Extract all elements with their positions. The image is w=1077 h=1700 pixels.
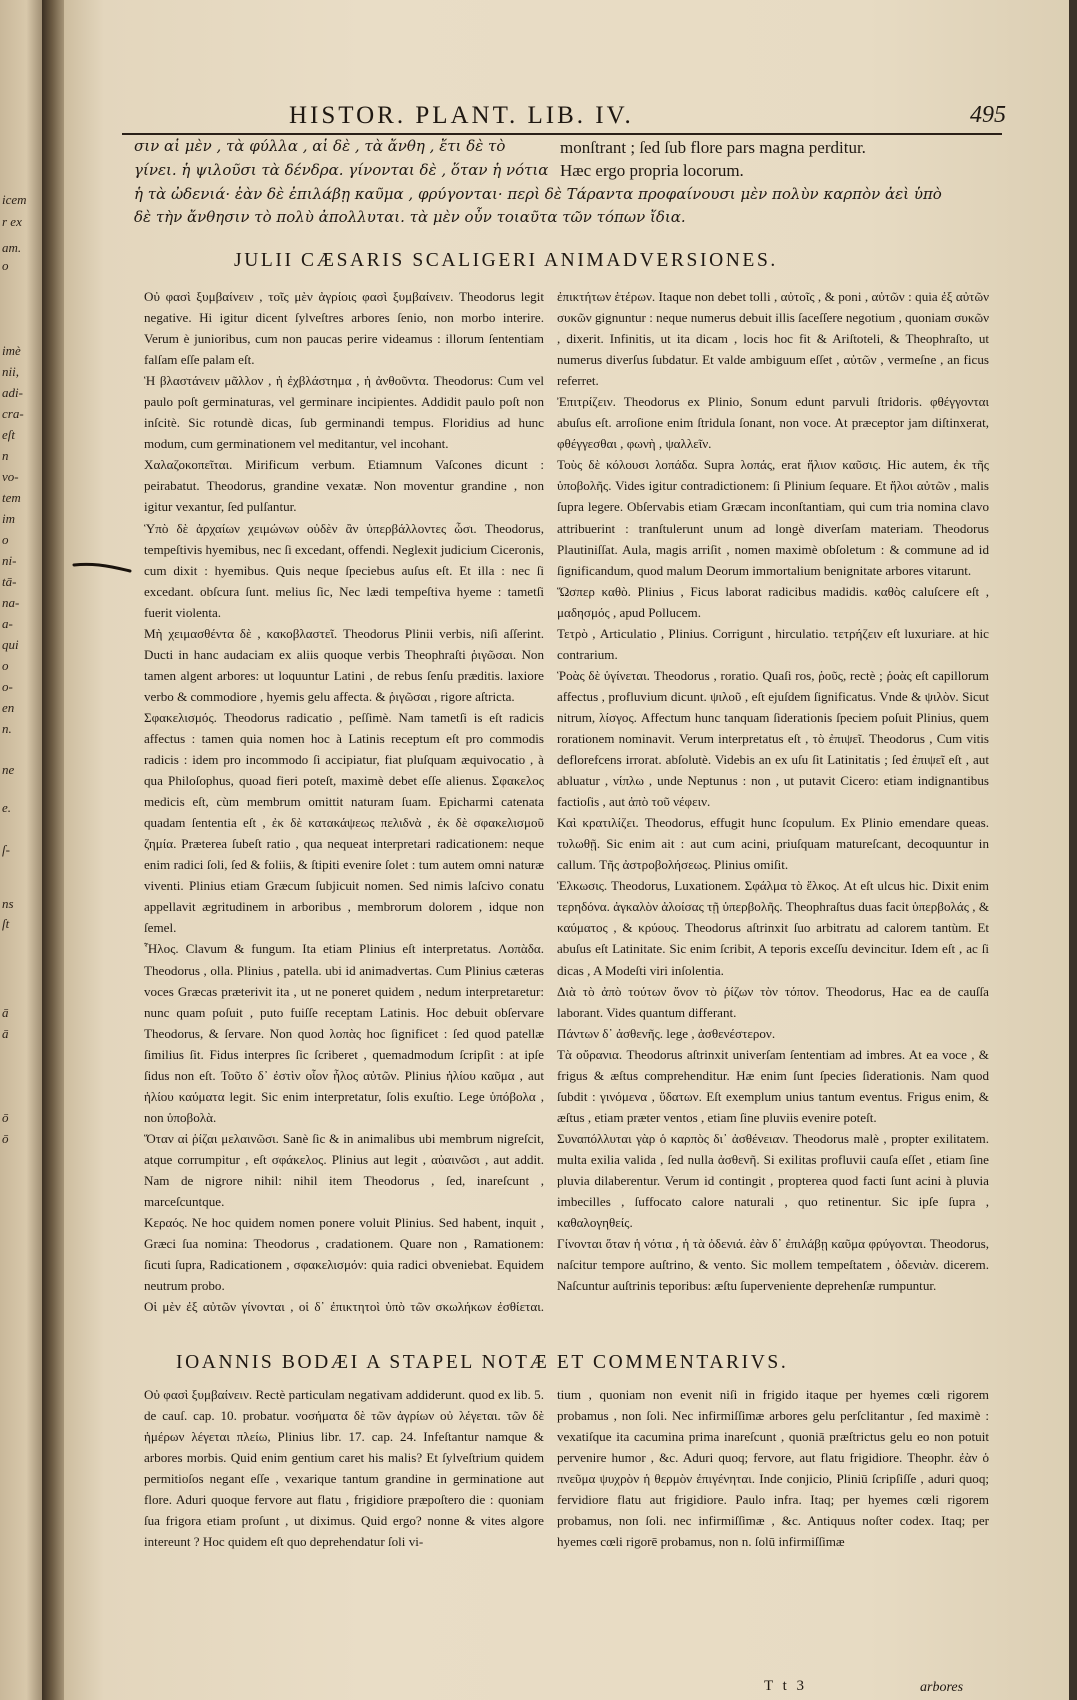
annotation-paragraph: Ἑλκωσις. Theodorus, Luxationem. Σφάλμα τὸ ἕλκος. At eſt ulcus hic. Dixit enim τερηδόνα. ἀγκαλὸν ἀλοίσας τῇ ὑπερβολῆς. Theophraſtus duas facit ὑπερβολάς , & καύματος , & κρύους. Theodorus aſtrinxit ſuo arbitratu ad calorem tantùm. Et abuſus eſt Latinitate. Sic enim ſcribit, A teporis exceſſu devincitur. Idem eſt , ac ſi dicas , A Modeſti viri inſolentia. [557, 878, 989, 978]
annotation-paragraph: Ὥσπερ καθὸ. Plinius , Ficus laborat radicibus madidis. καθὸς caluſcere eſt , μαδησμός , apud Pollucem. [557, 583, 989, 620]
left-page-fragment: icem [2, 192, 27, 207]
commentary-paragraph: Οὐ φασὶ ξυμβαίνειν. Rectè particulam negativam addiderunt. quod ex lib. 5. de cauſ. cap. 10. probatur. νοσήματα δὲ τῶν ἀγρίων οὐ λέγεται. τῶν δὲ ἡμέρων λέγεται πλείω, Plinius libr. 17. cap. 24. Infeſtantur namque & arbores morbis. Quid enim gentium caret his malis? Et ſylveſtrium quidem permitioſos negant eſſe , vexarique tantum grandine in germinatione aut flore. Aduri quoque fervore aut flatu , frigidiore præpoſtero die : quoniam ſua frigora etiam proſunt , ut diximus. Quid ergo? nonne & vites algore intereunt ? Hoc quidem eſt quo deprehendatur ſoli vi- [144, 1387, 544, 1550]
annotation-paragraph: Οὐ φασὶ ξυμβαίνειν , τοῖς μὲν ἀγρίοις φασὶ ξυμβαίνειν. Theodorus legit negative. Hi igitur dicent ſylveſtres arbores ſenio, non morbo interire. Verum è junioribus, cum non paucas perire videamus : illorum ſententiam falſam eſſe palam eſt. [144, 289, 544, 368]
annotation-paragraph: Μὴ χειμασθέντα δὲ , κακοβλαστεῖ. Theodorus Plinii verbis, niſi aſſerint. Ducti in hanc audaciam ex aliis quoque verbis Theophraſti ῥιγῶσαι. Non tamen algent arbores: ut loquuntur Latini , de rebus ſenſu præditis. laxiore verbo & commodiore , hyemis gelu affecta. & ῥιγῶσαι , rigore aſtricta. [144, 625, 544, 704]
left-page-fragment: eſt [2, 427, 15, 442]
left-page-fragment: ō [2, 1110, 9, 1125]
left-page-fragment: imè [2, 343, 21, 358]
bodaeus-left-column [144, 1384, 544, 1674]
left-page-fragment: im [2, 511, 15, 526]
section-heading-bodaeus: IOANNIS BODÆI A STAPEL NOTÆ ET COMMENTARIVS. [176, 1352, 789, 1373]
left-page-fragment: e. [2, 800, 12, 815]
annotation-paragraph: ἐπικτήτων ἑτέρων. Itaque non debet tolli , αὐτοῖς , & poni , αὐτῶν : quia ἐξ αὐτῶν συκῶν gignuntur : neque numerus debuit illis ſaceſſere negotium , quoniam συκῶν , dixerit. Infinitis, ut ita dicam , locis hoc fit & Ariſtoteli, & Theophraſto, ut numerus diverſus ſubdatur. Et valde ambiguum eſſet , αὐτῶν , vermeſne , an ficus referret. [557, 289, 989, 389]
greek-text-line: δὲ τὴν ἄνθησιν τὸ πολὺ ἀπολλυται. τὰ μὲν οὖν τοιαῦτα τῶν τόπων ἴδια. [134, 208, 686, 226]
annotation-paragraph: Διὰ τὸ ἀπὸ τούτων ὄνον τὸ ῥίζων τὸν τόπον. Theodorus, Hac ea de cauſſa laborant. Vides quantum differant. [557, 983, 989, 1020]
left-page-fragment: na- [2, 595, 20, 610]
annotation-paragraph: Συναπόλλυται γὰρ ὁ καρπὸς δι᾽ ἀσθένειαν. Theodorus malè , propter exilitatem. multa exilia valida , ſed nulla ἀσθενῆ. Si exilitas profluvii cauſa eſſet , etiam ſine pluvia dilaberentur. Verum id contingit , propterea quod facti ſunt acini à pluvia imbecilles , ſuffocato calore naturali , quo retinentur. Sic ipſe ſupra , καθαλογηθείς. [557, 1130, 989, 1231]
annotation-paragraph: Γίνονται ὅταν ἡ νότια , ἡ τὰ ὀδενιά. ἐὰν δ᾽ ἐπιλάβῃ καῦμα φρύγονται. Theodorus, naſcitur tempore auſtrino, & vento. Sic mollem tempeſtatem , ὀδενιὰν. dicerem. Naſcuntur auſtrinis teporibus: æſtu ſuperveniente deprehenſæ rumpuntur. [557, 1236, 989, 1294]
left-page-fragment: ns [2, 896, 14, 911]
annotation-paragraph: Σφακελισμός. Theodorus radicatio , peſſimè. Nam tametſi is eſt radicis affectus : tamen quia nomen hoc à Latinis receptum eſt pro commodis radicis : idem pro incommodo ſi accipiatur, fiat pluſquam æquivocatio , à qua Philoſophus, quoad fieri poteſt, maximè debet eſſe alienus. Σφακελος medicis eſt, cùm membrum omittit naturam ſuam. Epicharmi catenata quadam ſententia eſt , ἐκ δὲ κατακάψεως πελιδνὰ , ἐκ δὲ σφακελισμοῦ ζημία. Præterea ſubeſt ratio , qua nequeat interpretari radicationem: neque enim radici ſoli, ſed & foliis, & ſtipiti evenire ſolet : tum autem omni naturæ viventi. Plinius etiam Græcum ſubjicuit nomen. Sed nimis laſcivo conatu appellavit ægritudinem in arboribus , membrorum dolorem , idque non ſemel. [144, 709, 544, 936]
annotation-paragraph: Πάντων δ᾽ ἀσθενῆς. lege , ἀσθενέστερον. [557, 1025, 776, 1041]
left-page-fragment: tā- [2, 574, 17, 589]
bodaeus-right-column [557, 1384, 989, 1674]
left-page-fragment: nii, [2, 364, 19, 379]
signature-mark: T t 3 [764, 1678, 808, 1694]
left-page-fragment: o [2, 532, 9, 547]
header-rule [122, 133, 1002, 135]
ink-stroke-mark [72, 560, 132, 574]
annotation-paragraph: Οἱ μὲν ἐξ αὐτῶν γίνονται , οἱ δ᾽ ἐπικτητοὶ ὑπὸ τῶν σκωλήκων ἐσθίεται. [144, 1299, 544, 1315]
left-page-fragment: qui [2, 637, 19, 652]
left-page-fragment: ā [2, 1026, 9, 1041]
greek-text-line: σιν αἱ μὲν , τὰ φύλλα , αἱ δὲ , τὰ ἄνθη , ἔτι δὲ τὸ [134, 137, 506, 155]
annotation-paragraph: Ἧλος. Clavum & fungum. Ita etiam Plinius eſt interpretatus. Λοπὰδα. Theodorus , olla. Plinius , patella. ubi id animadvertas. Cum Plinius cæteras voces Græcas præterivit ita , ut ne poneret quidem , nedum interpretaretur: nunc quam poſuit , puto fuiſſe receptam Latinis. Hoc debuit obſervare Theodorus, & ſervare. Non quod λοπὰς hoc ſignificet : ſed quod patellæ ſimilius ſit. Fidus interpres ſic ſcriberet , quemadmodum ſcripſit : at ipſe ſidus non eſt. Τοῦτο δ᾽ ἐστὶν οἷον ἧλος αὐτῶν. Plinius ἡλίου καῦμα , aut ἡλίου καύματα legit. Sic enim interpretatur, ſolis exuſtio. Lege ὑπόβολα , non ὑποβολὰ. [144, 941, 544, 1125]
scaliger-left-column [144, 286, 544, 1322]
left-page-fragment: n. [2, 721, 12, 736]
right-page [64, 0, 1069, 1700]
annotation-paragraph: Ῥοὰς δὲ ὑγίνεται. Theodorus , roratio. Quaſi ros, ῥοῦς, rectè ; ῥοὰς eſt capillorum affectus , profluvium dicunt. ψιλοῦ , eſt ejuſdem ſignificatus. Vnde & ψιλὸν. Sicut nitrum, λίσγος. Affectum hunc tanquam ſiderationis ſpeciem poſuit Plinius, quem rorationem nominavit. Verum interpretatus eſt , τὸ ἐπιψεῖ. Theodorus , Cum vitis deflorefcens irrorat. abſolutè. Videbis an ex uſu ſit Latinitatis ; ſed ἐπιψεῖ eſt , aut abluatur , νίπλω , unde Neptunus : non , ut putavit Cicero: etiam indignantibus factioſis , aut ἀπὸ τοῦ νέφειν. [557, 667, 989, 810]
annotation-paragraph: Ὅταν αἱ ῥίζαι μελαινῶσι. Sanè ſic & in animalibus ubi membrum nigreſcit, atque corrumpitur , eſt σφάκελος. Plinius aut legit , αὐαινῶσι , aut addit. Nam de nigrore nihil: nihil item Theodorus , ſed, inareſcunt , marceſcuntque. [144, 1130, 544, 1210]
left-page-fragment: o- [2, 679, 13, 694]
left-page-fragment: ſ- [2, 842, 10, 857]
left-page-fragment: ſt [2, 916, 10, 931]
left-page-fragment: ō [2, 1131, 9, 1146]
left-page-fragment: cra- [2, 406, 24, 421]
left-page-fragment: vo- [2, 469, 19, 484]
commentary-paragraph: tium , quoniam non evenit niſi in frigido itaque per hyemes cœli rigorem probamus , non ſoli. Nec infirmiſſimæ arbores gelu perſclitantur , ſed maximè : vexatiſque ita cacumina prima inareſcunt , quoniā præſtrictus gelu eo non potuit pervenire humor , &c. Aduri quoq; fervore, aut flatu frigidiore. Theophr. ἐὰν ὁ πνεῦμα ψυχρὸν ἡ θερμὸν ἐπιγένηται. Inde conjicio, Pliniū ſcripſiſſe , aduri quoq; fervidiore flatu aut frigidiore. Paulo infra. Itaq; per hyemes cœli rigorem probamus, non ſoli. nec infirmiſſimæ , &c. Antiquus noſter codex. Itaq; per hyemes cœli rigorē probamus, non n. ſolū infirmiſſimæ [557, 1387, 989, 1550]
annotation-paragraph: Ἐπιτρίζειν. Theodorus ex Plinio, Sonum edunt parvuli ſtridoris. φθέγγονται abuſus eſt. arroſione enim ſtridula ſonant, non voce. At præceptor jam diſtinxerat, φθέγγεσθαι , φωνὴ , ψαλλεῖν. [557, 394, 989, 452]
annotation-paragraph: Ἡ βλαστάνειν μᾶλλον , ἡ ἐχβλάστημα , ἡ ἀνθοῦντα. Theodorus: Cum vel paulo poſt germinaturas, vel germinare incipientes. Addidit paulo poſt non inſcitè. Sic rotundè dicas, ſub germinandi tempus. Floridius ad hunc modum, cum germinationem vel meditantur, vel incohant. [144, 373, 544, 452]
left-page-fragment: o [2, 658, 9, 673]
left-page-fragment: o [2, 258, 9, 273]
left-page-fragment: ni- [2, 553, 17, 568]
left-page-fragment: adi- [2, 385, 23, 400]
annotation-paragraph: Τοὺς δὲ κόλουσι λοπάδα. Supra λοπάς, erat ἥλιον καῦσις. Hic autem, ἐκ τῆς ὑποβολῆς. Vides igitur contradictionem: ſi Plinium ſequare. Et ἥλοι αὐτῶν , malis ſupra legere. Obſervabis etiam Græcam inconſtantiam, qui cum tria nomina clavo attribuerint : tranſtulerunt unum ad longè diverſam materiam. Theodorus Plautiniſſat. Aula, magis arriſit , nomen maximè obſoletum : & commune ad id ſignificandum, quod malum Deorum immortalium benignitate arbores vitarunt. [557, 457, 989, 578]
annotation-paragraph: Ὑπὸ δὲ ἀρχαίων χειμώνων οὐδὲν ἂν ὑπερβάλλοντες ὦσι. Theodorus, tempeſtivis hyemibus, nec ſi excedant, offendi. Neglexit judicium Ciceronis, cum dixit : hyemibus. Quis neque ſpeciebus auſus eſt. Et illa : nec ſi excedant. obſcura ſunt. melius ſic, Nec lædi tempeſtiva hyeme : tametſi fuerit violenta. [144, 520, 544, 620]
left-page-edge [0, 0, 48, 1700]
annotation-paragraph: Τὰ οὔρανια. Theodorus aſtrinxit univerſam ſententiam ad imbres. At ea voce , & frigus & æſtus comprehenditur. Hæ enim ſunt ſpecies ſiderationis. Nam quod ſubdit : γινόμενα , ὕδατων. Eſt exemplum unius tantum eventus. Frigus enim, & æſtus , etiam præter ventos , etiam ſine pluviis evenire poteſt. [557, 1046, 989, 1125]
greek-text-line: γίνει. ἡ ψιλοῦσι τὰ δένδρα. γίνονται δὲ , ὅταν ἡ νότια [134, 161, 549, 179]
left-page-fragment: en [2, 700, 15, 715]
annotation-paragraph: Χαλαζοκοπεῖται. Mirificum verbum. Etiamnum Vaſcones dicunt : peirabatut. Theodorus, grandine vexatæ. Non moventur grandine , non igitur vexantur, ſed pulſantur. [144, 457, 544, 515]
annotation-paragraph: Κεραός. Ne hoc quidem nomen ponere voluit Plinius. Sed habent, inquit , Græci ſua nomina: Theodorus , cradationem. Quare non , Ramationem: ſicuti ſupra, Radicationem , σφακελισμόν: quia radici obveniebat. Equidem neutrum probo. [144, 1215, 544, 1294]
left-page-fragment: ne [2, 762, 15, 777]
catchword: arbores [920, 1680, 964, 1695]
left-page-fragment: ā [2, 1005, 9, 1020]
left-page-fragment: tem [2, 490, 21, 505]
left-page-fragment: r ex [2, 214, 22, 229]
left-page-fragment: am. [2, 240, 22, 255]
annotation-paragraph: Τετρὸ , Articulatio , Plinius. Corrigunt , hirculatio. τετρήζειν eſt luxuriare. at hic contrarium. [557, 625, 989, 662]
left-page-fragment: a- [2, 616, 13, 631]
latin-text-line: Hæc ergo propria locorum. [560, 161, 744, 180]
scaliger-right-column [557, 286, 989, 1322]
page-number: 495 [970, 102, 1006, 128]
left-page-fragment: n [2, 448, 9, 463]
running-head: HISTOR. PLANT. LIB. IV. [289, 102, 634, 129]
greek-text-line: ἡ τὰ ὠδενιά· ἐὰν δὲ ἐπιλάβῃ καῦμα , φρύγονται· περὶ δὲ Τάραντα προφαίνουσι μὲν πολὺν καρπὸν ἀεὶ ὑπὸ [134, 185, 942, 203]
annotation-paragraph: Καὶ κρατιλίζει. Theodorus, effugit hunc ſcopulum. Ex Plinio emendare queas. τυλωθῇ. Sic enim ait : aut cum acini, priuſquam matureſcant, decoquuntur in callum. Τῆς ἀστροβολήσεως. Plinius omiſit. [557, 815, 989, 873]
latin-text-line: monſtrant ; ſed ſub flore pars magna perditur. [560, 138, 866, 157]
section-heading-scaliger: JULII CÆSARIS SCALIGERI ANIMADVERSIONES. [234, 250, 778, 271]
